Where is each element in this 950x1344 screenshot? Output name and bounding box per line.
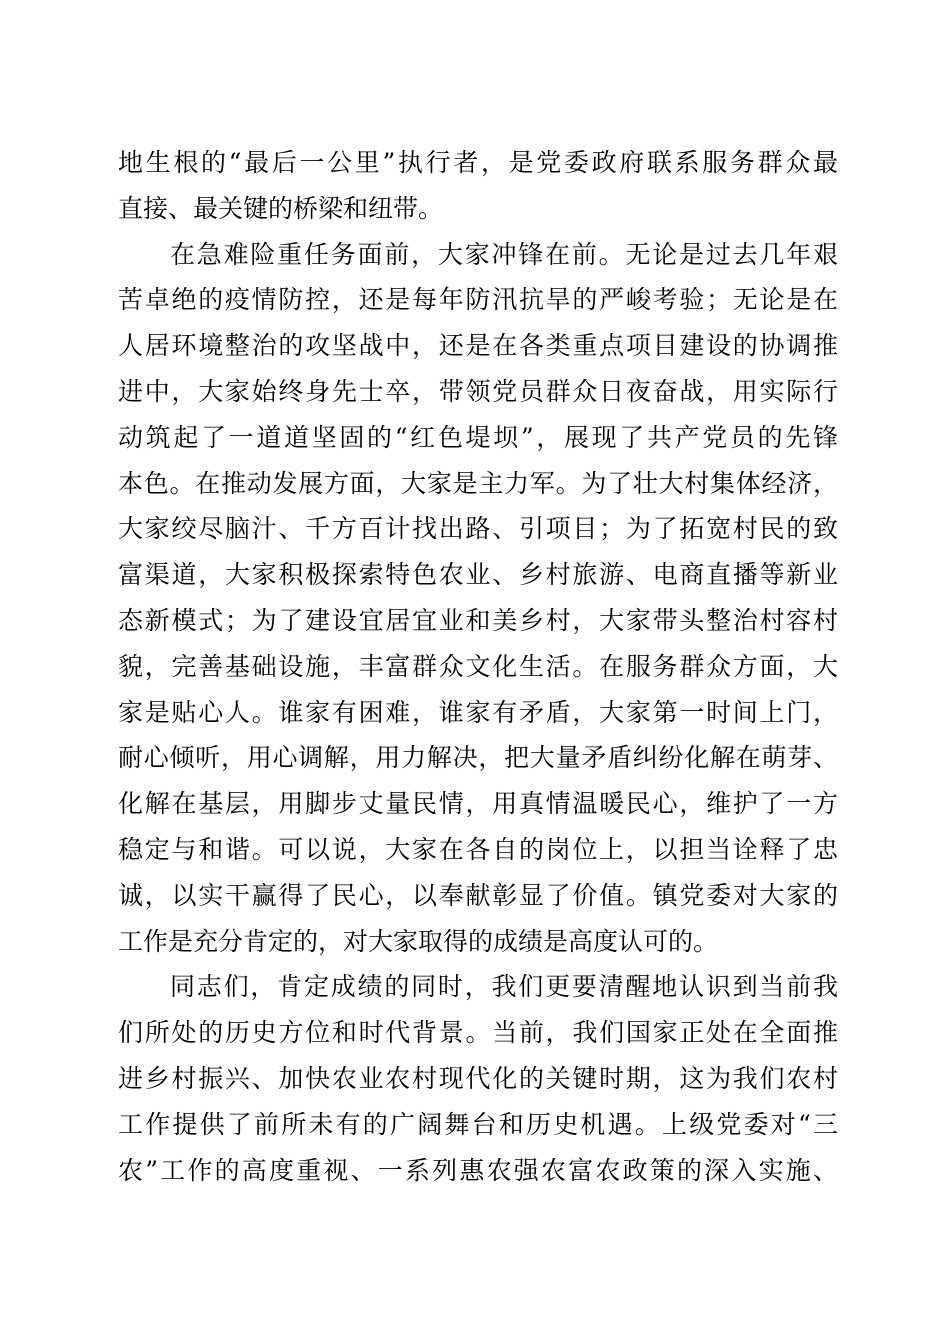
text-line: 本色。在推动发展方面，大家是主力军。为了壮大村集体经济，	[118, 468, 838, 498]
text-line: 家是贴心人。谁家有困难，谁家有矛盾，大家第一时间上门，	[118, 697, 838, 727]
paragraph-start-line: 在急难险重任务面前，大家冲锋在前。无论是过去几年艰	[170, 239, 838, 269]
text-line: 人居环境整治的攻坚战中，还是在各类重点项目建设的协调推	[118, 331, 838, 361]
text-line: 直接、最关键的桥梁和纽带。	[118, 193, 444, 223]
body-text	[118, 140, 838, 1193]
text-line: 大家绞尽脑汁、千方百计找出路、引项目；为了拓宽村民的致	[118, 514, 838, 544]
text-line: 地生根的“最后一公里”执行者，是党委政府联系服务群众最	[118, 148, 838, 177]
text-line: 稳定与和谐。可以说，大家在各自的岗位上，以担当诠释了忠	[118, 834, 838, 864]
text-line: 耐心倾听，用心调解，用力解决，把大量矛盾纠纷化解在萌芽、	[118, 743, 838, 773]
text-line: 态新模式；为了建设宜居宜业和美乡村，大家带头整治村容村	[118, 605, 838, 635]
text-line: 化解在基层，用脚步丈量民情，用真情温暖民心，维护了一方	[118, 789, 838, 819]
text-line: 诚，以实干赢得了民心，以奉献彰显了价值。镇党委对大家的	[118, 880, 838, 910]
text-line: 貌，完善基础设施，丰富群众文化生活。在服务群众方面，大	[118, 651, 838, 681]
text-line: 苦卓绝的疫情防控，还是每年防汛抗旱的严峻考验；无论是在	[118, 285, 838, 315]
text-line: 工作是充分肯定的，对大家取得的成绩是高度认可的。	[118, 926, 719, 956]
text-line: 富渠道，大家积极探索特色农业、乡村旅游、电商直播等新业	[118, 560, 838, 590]
text-line: 进乡村振兴、加快农业农村现代化的关键时期，这为我们农村	[118, 1063, 838, 1093]
paragraph-start-line: 同志们，肯定成绩的同时，我们更要清醒地认识到当前我	[170, 972, 838, 1002]
text-line: 们所处的历史方位和时代背景。当前，我们国家正处在全面推	[118, 1018, 838, 1048]
text-line: 工作提供了前所未有的广阔舞台和历史机遇。上级党委对“三	[118, 1109, 838, 1139]
text-line: 农”工作的高度重视、一系列惠农强农富农政策的深入实施、	[118, 1155, 838, 1185]
text-line: 动筑起了一道道坚固的“红色堤坝”，展现了共产党员的先锋	[118, 422, 838, 452]
text-line: 进中，大家始终身先士卒，带领党员群众日夜奋战，用实际行	[118, 376, 838, 406]
